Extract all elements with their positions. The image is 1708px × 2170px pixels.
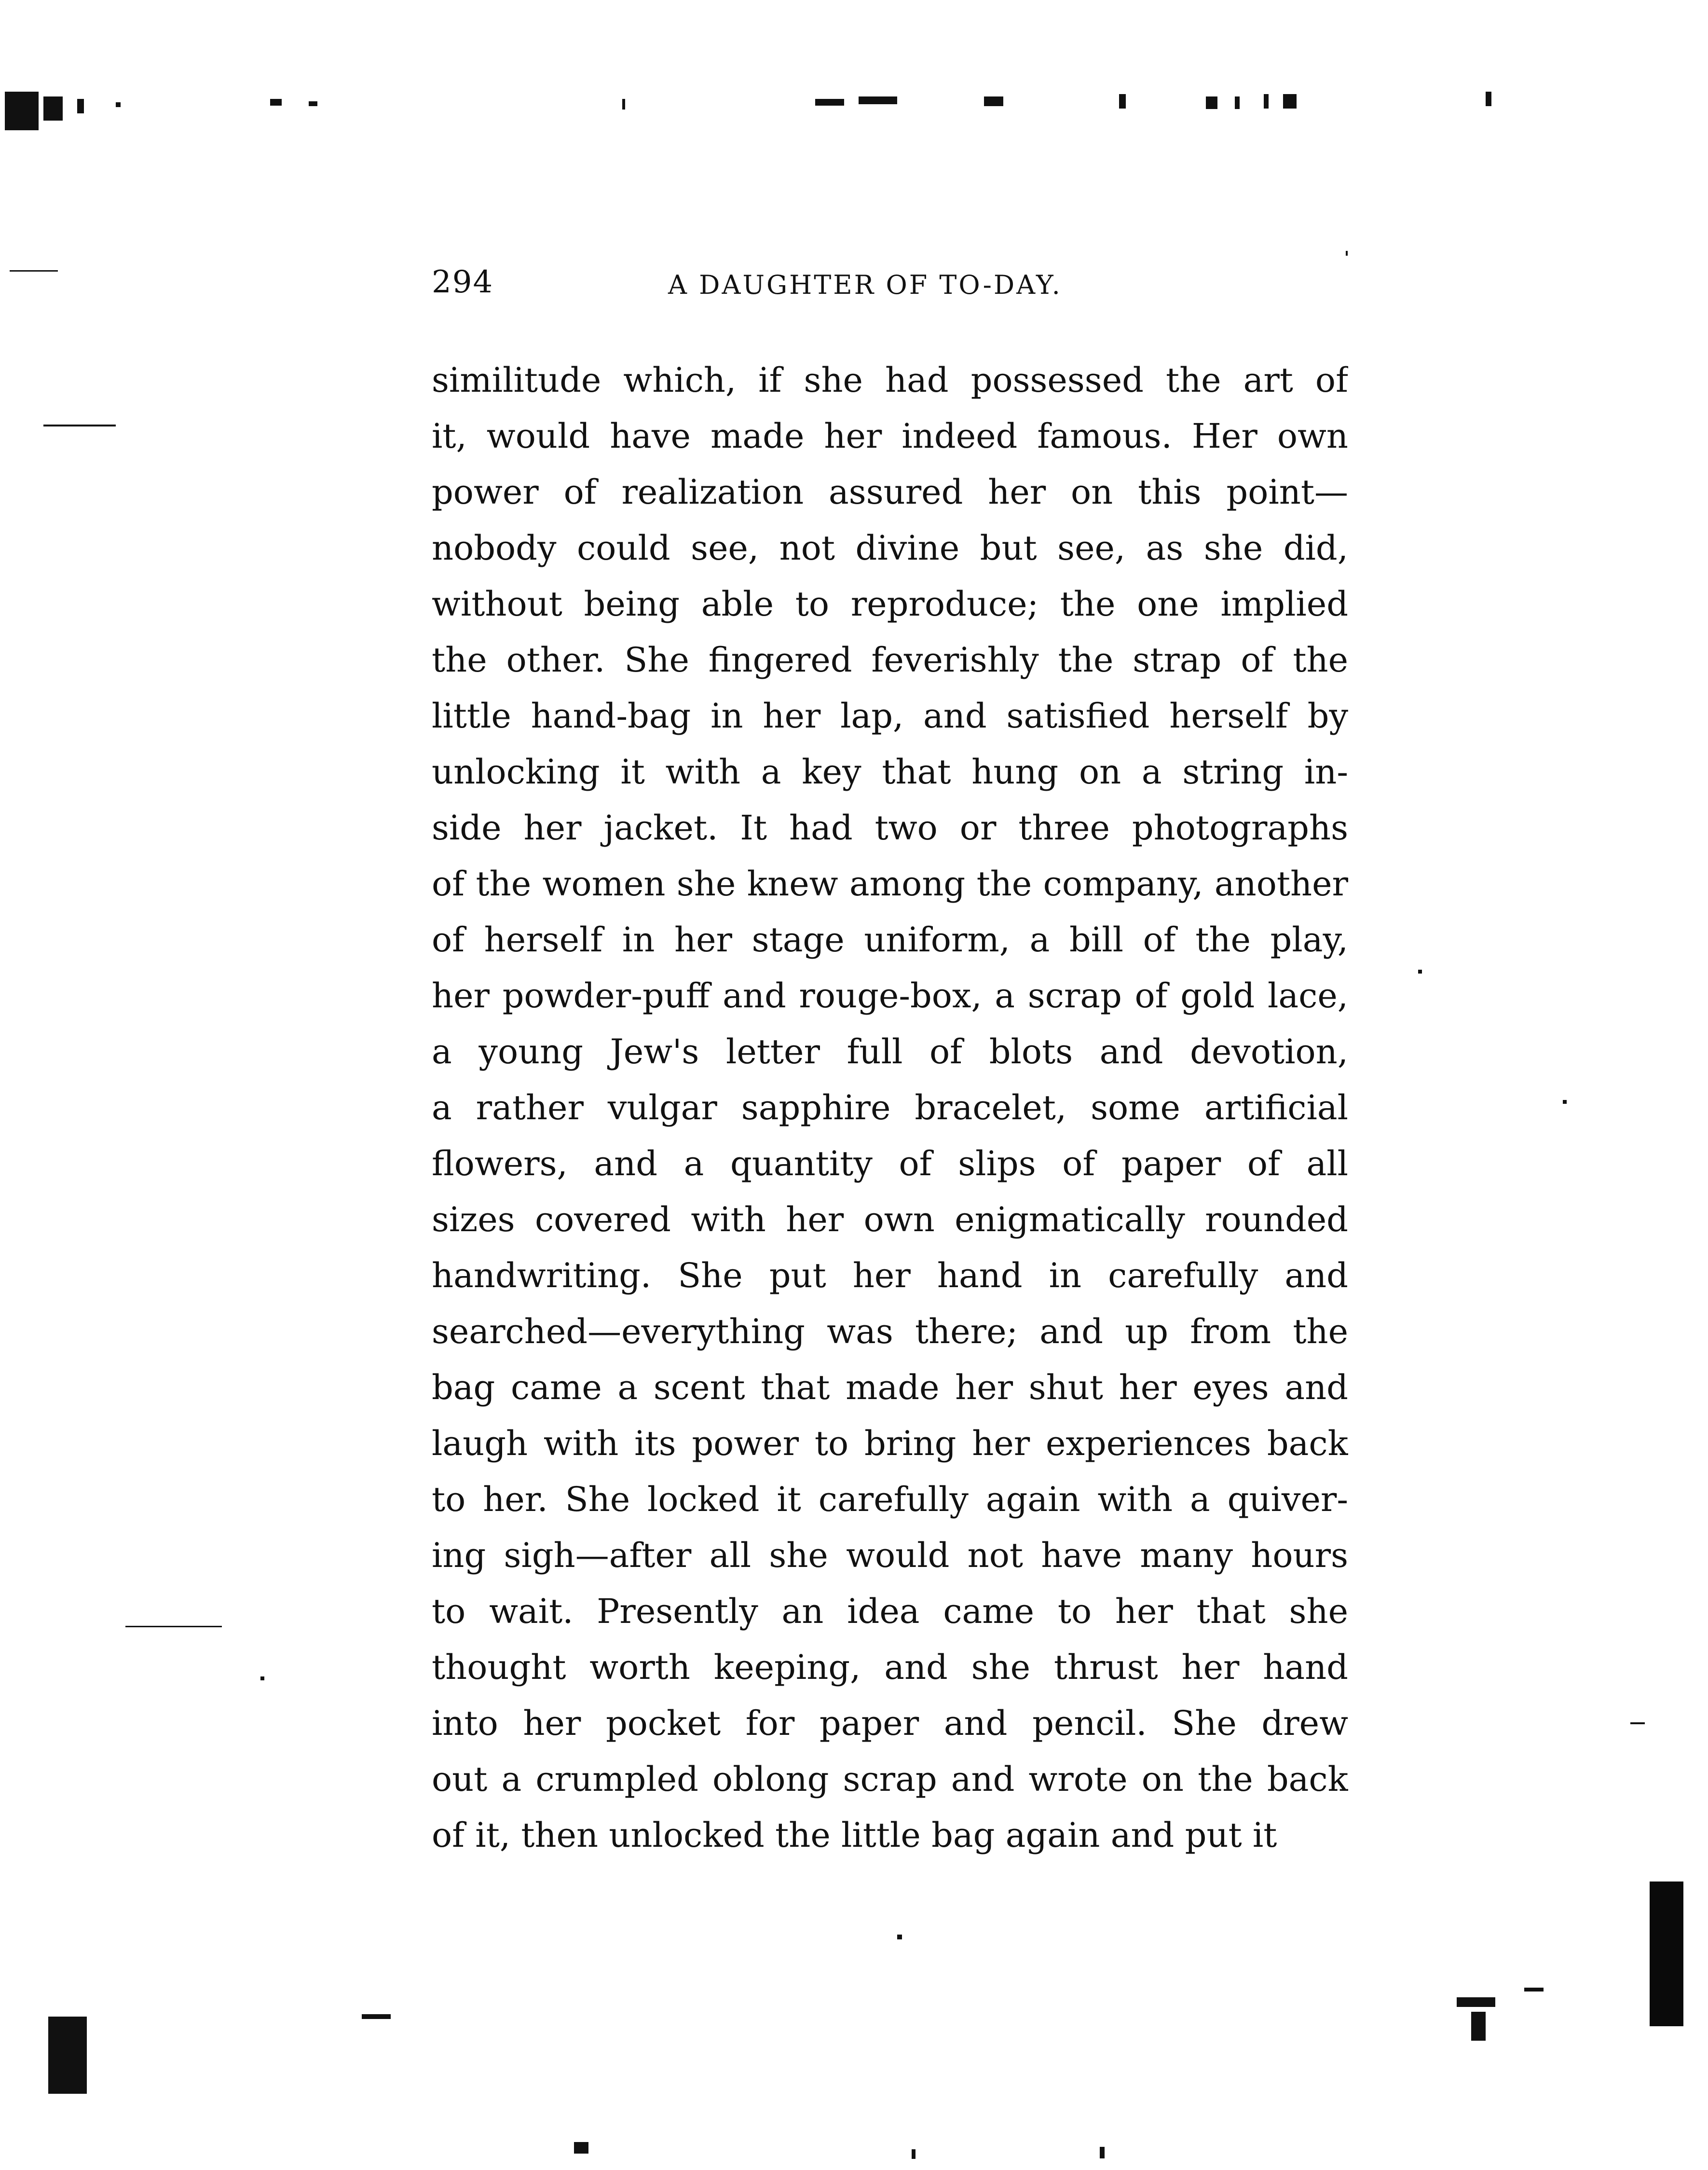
body-text	[432, 352, 1348, 1863]
text-line: little hand-bag in her lap, and satisfied herself by	[432, 696, 1348, 736]
text-line: unlocking it with a key that hung on a string in-	[432, 752, 1348, 792]
page-number: 294	[432, 264, 494, 300]
text-line: side her jacket. It had two or three photographs	[432, 808, 1348, 848]
text-line: the other. She fingered feverishly the strap of the	[432, 640, 1348, 680]
running-title: A DAUGHTER OF TO-DAY.	[668, 270, 1062, 300]
text-line: a rather vulgar sapphire bracelet, some artificial	[432, 1088, 1348, 1127]
text-line: thought worth keeping, and she thrust her hand	[432, 1648, 1348, 1687]
text-line: similitude which, if she had possessed the art of	[432, 360, 1348, 400]
text-line: of the women she knew among the company, another	[432, 864, 1348, 904]
text-line: handwriting. She put her hand in carefully and	[432, 1256, 1348, 1295]
text-line: of herself in her stage uniform, a bill of the play,	[432, 920, 1348, 960]
running-header	[432, 256, 1348, 309]
text-line: to wait. Presently an idea came to her that she	[432, 1592, 1348, 1631]
text-line: of it, then unlocked the little bag again and put it	[432, 1815, 1277, 1855]
text-line: out a crumpled oblong scrap and wrote on the back	[432, 1759, 1348, 1799]
text-line: ing sigh—after all she would not have many hours	[432, 1536, 1348, 1575]
text-line: a young Jew's letter full of blots and devotion,	[432, 1032, 1348, 1071]
text-line: nobody could see, not divine but see, as she did,	[432, 528, 1348, 568]
text-line: laugh with its power to bring her experiences back	[432, 1424, 1348, 1463]
text-line: flowers, and a quantity of slips of paper of all	[432, 1144, 1348, 1183]
text-line: it, would have made her indeed famous. Her own	[432, 416, 1348, 456]
text-line: her powder-puff and rouge-box, a scrap of gold lace,	[432, 976, 1348, 1016]
text-line: without being able to reproduce; the one implied	[432, 584, 1348, 624]
text-line: power of realization assured her on this point—	[432, 472, 1348, 512]
text-line: into her pocket for paper and pencil. She drew	[432, 1703, 1348, 1743]
text-line: sizes covered with her own enigmatically rounded	[432, 1200, 1348, 1239]
text-line: searched—everything was there; and up from the	[432, 1312, 1348, 1351]
text-line: to her. She locked it carefully again with a quiver-	[432, 1480, 1348, 1519]
text-line: bag came a scent that made her shut her eyes and	[432, 1368, 1348, 1407]
